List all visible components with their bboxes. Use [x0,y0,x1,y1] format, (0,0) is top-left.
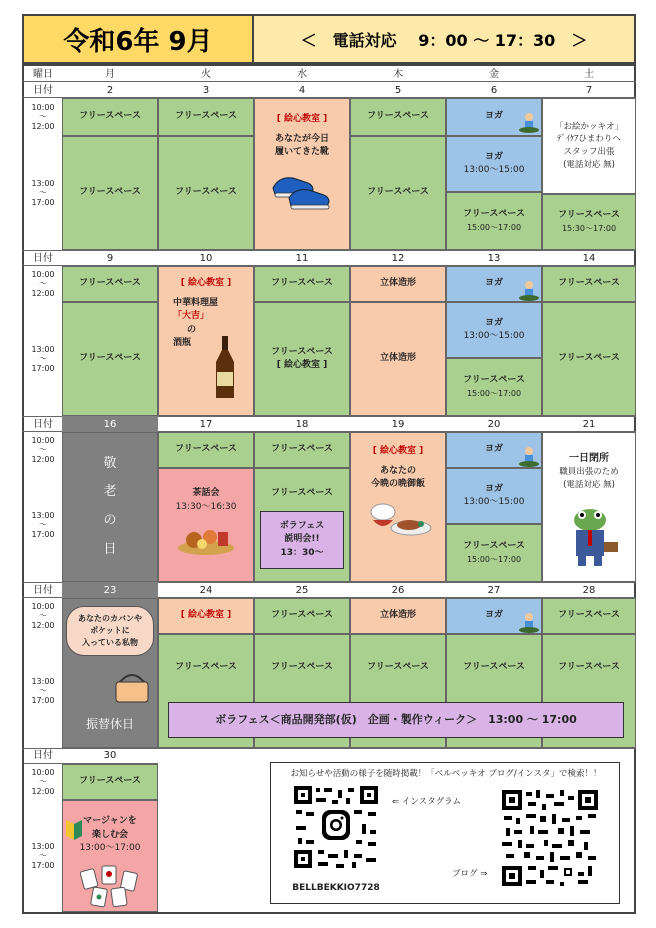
w2-thu-am: 立体造形 [350,266,446,302]
date-7: 7 [585,84,593,96]
date-26: 26 [391,584,405,596]
date-19: 19 [391,418,405,430]
frog-businessman-icon [560,506,620,568]
w1-thu-am: フリースペース [350,98,446,136]
phone-hours-box [254,14,636,64]
yoga-icon [518,612,540,634]
blog-qr-code[interactable] [500,788,600,888]
time-am-label: 10:00 ～ 12:00 [31,601,55,630]
w1-tue-pm: フリースペース [158,136,254,250]
bag-icon [112,670,152,704]
w4-thu-pm: フリースペース [350,634,446,748]
date-4: 4 [298,84,306,96]
w4-tue-pm: フリースペース [158,634,254,748]
w4-thu-am: 立体造形 [350,598,446,634]
time-pm-label: 13:00 ～ 17:00 [31,510,55,539]
beginner-mark-icon [66,820,82,840]
w4-wed-am: フリースペース [254,598,350,634]
w2-wed-am: フリースペース [254,266,350,302]
instagram-handle: BELLBEKKIO7728 [292,883,380,894]
notice-text: お知らせや活動の様子を随時掲載！「ベルベッキオ ブログ/インスタ」で検索！！ [290,768,602,779]
time-am-label: 10:00 ～ 12:00 [31,269,55,298]
weekday-thu: 木 [393,68,403,80]
blog-label: ブログ ⇒ [452,869,488,879]
date-label: 日付 [24,748,62,764]
w1-mon-pm: フリースペース [62,136,158,250]
w3-fri-pm1: ヨガ 13:00～15:00 [446,468,542,524]
date-3: 3 [202,84,210,96]
w1-mon-am: フリースペース [62,98,158,136]
date-6: 6 [490,84,498,96]
date-23: 23 [62,582,158,598]
w4-mon-bubble: あなたのカバンや ポケットに 入っている私物 [66,606,154,656]
w1-fri-pm2: フリースペース 15:00～17:00 [446,192,542,250]
w2-wed-pm: フリースペース [ 絵心教室 ] [254,302,350,416]
yoga-icon [518,280,540,302]
w2-mon-am: フリースペース [62,266,158,302]
dinner-icon [363,498,433,538]
time-pm-label: 13:00 ～ 17:00 [31,178,55,207]
w3-sat-closed: 一日閉所 職員出張のため (電話対応 無) [542,432,636,582]
w3-fri-am: ヨガ [446,432,542,468]
weekday-wed: 水 [297,68,307,80]
snacks-icon [176,522,236,556]
date-27: 27 [487,584,501,596]
w4-fri-am: ヨガ [446,598,542,634]
mahjong-tiles-icon [78,864,144,908]
w3-mon-holiday: 敬 老 の 日 [62,432,158,582]
w2-mon-pm: フリースペース [62,302,158,416]
date-12: 12 [391,252,405,264]
weekday-tue: 火 [201,68,211,80]
w3-thu-art: [ 絵心教室 ] あなたの 今晩の晩御飯 [350,432,446,582]
w1-sat-pm: フリースペース 15:30～17:00 [542,194,636,250]
date-30: 30 [62,748,158,764]
date-5: 5 [394,84,402,96]
time-pm-label: 13:00 ～ 17:00 [31,344,55,373]
yoga-icon [518,446,540,468]
w5-mon-pm: マージャンを 楽しむ会 13:00～17:00 [62,800,158,912]
w3-wed-am: フリースペース [254,432,350,468]
date-2: 2 [106,84,114,96]
sneakers-icon [269,166,335,210]
date-14: 14 [582,252,596,264]
instagram-label: ⇐ インスタグラム [392,797,461,807]
w4-sat-pm: フリースペース [542,634,636,748]
w2-tue-art: [ 絵心教室 ] 中華料理屋 「大吉」 の 酒瓶 [158,266,254,416]
w3-tue-pm: 茶話会 13:30～16:30 [158,468,254,582]
date-10: 10 [199,252,213,264]
festival-week-banner: ボラフェス＜商品開発部(仮) 企画・製作ウィーク＞ 13:00 ～ 17:00 [168,702,624,738]
date-13: 13 [487,252,501,264]
w4-wed-pm: フリースペース [254,634,350,748]
date-28: 28 [582,584,596,596]
date-label: 日付 [33,252,53,264]
time-am-label: 10:00 ～ 12:00 [31,435,55,464]
w1-tue-am: フリースペース [158,98,254,136]
date-18: 18 [295,418,309,430]
yoga-icon [518,112,540,134]
w4-tue-am: [ 絵心教室 ] [158,598,254,634]
w2-thu-pm: 立体造形 [350,302,446,416]
w4-sat-am: フリースペース [542,598,636,634]
date-label: 日付 [33,84,53,96]
w2-sat-pm: フリースペース [542,302,636,416]
time-pm-label: 13:00 ～ 17:00 [31,841,55,870]
weekday-mon: 月 [105,68,115,80]
date-9: 9 [106,252,114,264]
date-label: 日付 [33,584,53,596]
date-17: 17 [199,418,213,430]
beer-bottle-icon [212,336,238,400]
w4-mon-holiday-label: 振替休日 [85,717,134,731]
w5-mon-am: フリースペース [62,764,158,800]
date-label: 日付 [33,418,53,430]
w2-fri-pm1: ヨガ 13:00～15:00 [446,302,542,358]
date-24: 24 [199,584,213,596]
time-pm-label: 13:00 ～ 17:00 [31,676,55,705]
date-16: 16 [62,416,158,432]
w1-fri-pm1: ヨガ 13:00～15:00 [446,136,542,192]
w3-tue-am: フリースペース [158,432,254,468]
w2-sat-am: フリースペース [542,266,636,302]
date-11: 11 [295,252,309,264]
time-am-label: 10:00 ～ 12:00 [31,767,55,796]
time-am-label: 10:00 ～ 12:00 [31,102,55,131]
weekday-sat: 土 [584,68,594,80]
instagram-qr-code[interactable] [292,784,380,870]
w1-wed-art: [ 絵心教室 ] あなたが今日 履いてきた靴 [254,98,350,250]
festival-briefing-box: ボラフェス 説明会!! 13：30～ [260,511,344,569]
w2-fri-pm2: フリースペース 15:00～17:00 [446,358,542,416]
weekday-label: 曜日 [33,68,53,80]
w4-fri-pm: フリースペース [446,634,542,748]
w3-fri-pm2: フリースペース 15:00～17:00 [446,524,542,582]
phone-hours: ＜ 電話対応 9：00 ～ 17：30 ＞ [300,30,588,50]
month-title-box [22,14,254,64]
w1-sat-am: 「お絵かッキオ」 ﾃﾞｲｹｱひまわりへ スタッフ出張 (電話対応 無) [542,98,636,194]
date-20: 20 [487,418,501,430]
month-title: 令和6年 9月 [63,26,213,57]
date-25: 25 [295,584,309,596]
date-21: 21 [582,418,596,430]
weekday-fri: 金 [489,68,499,80]
w3-wed-pm: フリースペース [254,468,350,582]
w1-fri-am: ヨガ [446,98,542,136]
w2-fri-am: ヨガ [446,266,542,302]
w1-thu-pm: フリースペース [350,136,446,250]
